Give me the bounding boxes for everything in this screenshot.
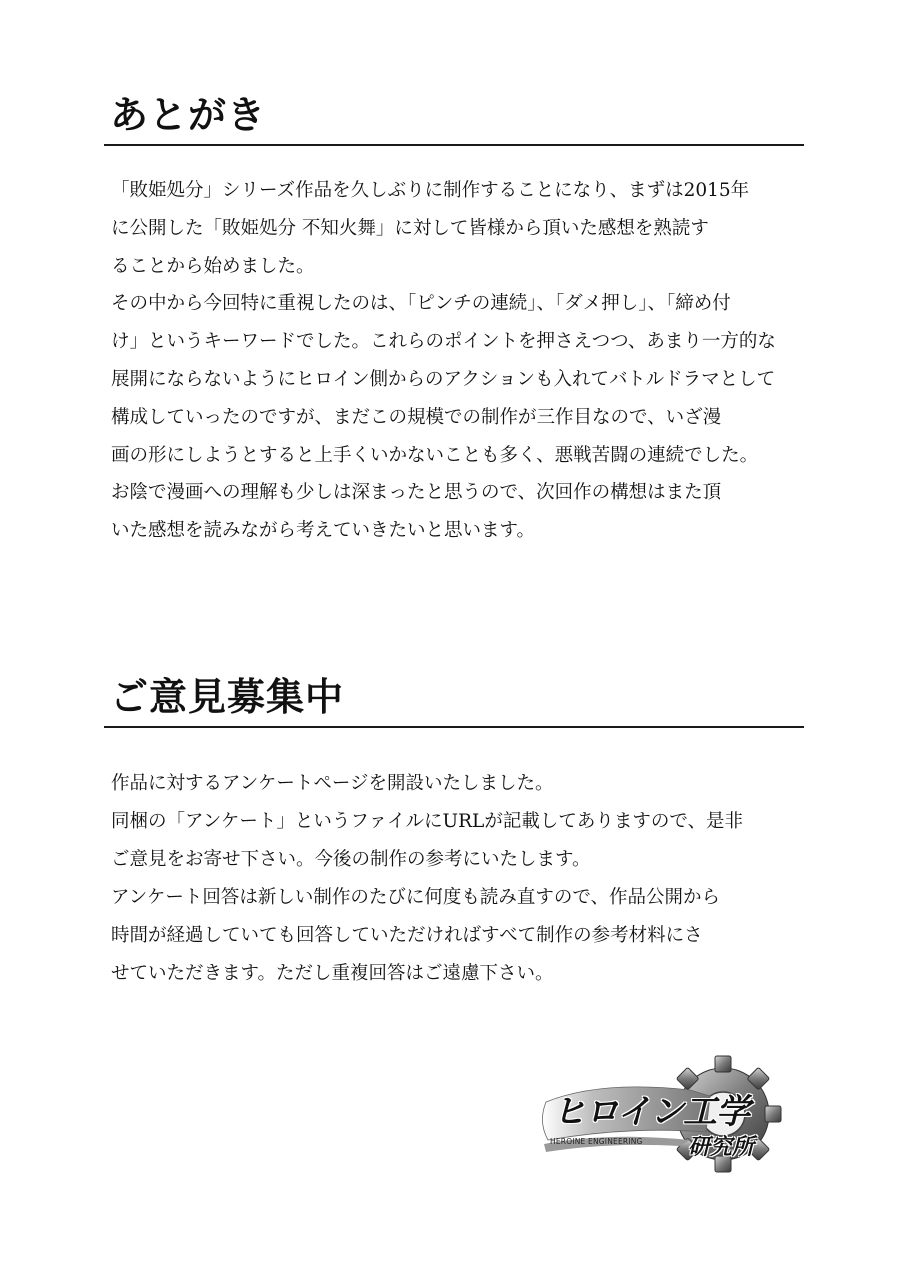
afterword-line: 構成していったのですが、まだこの規模での制作が三作目なので、いざ漫 xyxy=(111,406,722,428)
afterword-body xyxy=(111,172,801,550)
afterword-line: その中から今回特に重視したのは、「ピンチの連続」、「ダメ押し」、「締め付 xyxy=(111,293,731,315)
afterword-heading xyxy=(104,92,804,146)
heroine-engineering-logo xyxy=(540,1062,785,1182)
feedback-body xyxy=(111,765,801,993)
feedback-heading xyxy=(104,674,804,728)
logo-title: ヒロイン工学 xyxy=(552,1092,749,1132)
feedback-line: せていただきます。ただし重複回答はご遠慮下さい。 xyxy=(111,963,554,984)
feedback-line: ご意見をお寄せ下さい。今後の制作の参考にいたします。 xyxy=(111,849,591,870)
afterword-line: に公開した「敗姫処分 不知火舞」に対して皆様から頂いた感想を熟読す xyxy=(111,217,709,239)
feedback-line: アンケート回答は新しい制作のたびに何度も読み直すので、作品公開から xyxy=(111,887,721,908)
afterword-line: け」というキーワードでした。これらのポイントを押さえつつ、あまり一方的な xyxy=(111,331,776,353)
afterword-line: 画の形にしようとすると上手くいかないことも多く、悪戦苦闘の連続でした。 xyxy=(111,444,759,466)
feedback-line: 時間が経過していても回答していただければすべて制作の参考材料にさ xyxy=(111,925,703,946)
afterword-title: あとがき xyxy=(110,92,267,137)
afterword-line: ることから始めました。 xyxy=(111,255,315,277)
logo-kanji: 研究所 xyxy=(688,1135,755,1160)
logo-subtitle: HEROINE ENGINEERING xyxy=(550,1137,643,1146)
feedback-line: 作品に対するアンケートページを開設いたしました。 xyxy=(111,773,554,794)
afterword-line: いた感想を読みながら考えていきたいと思います。 xyxy=(111,520,536,542)
feedback-line: 同梱の「アンケート」というファイルにURLが記載してありますので、是非 xyxy=(111,811,743,832)
feedback-title: ご意見募集中 xyxy=(110,674,345,719)
afterword-line: 「敗姫処分」シリーズ作品を久しぶりに制作することになり、まずは2015年 xyxy=(111,180,750,201)
afterword-line: お陰で漫画への理解も少しは深まったと思うので、次回作の構想はまた頂 xyxy=(111,482,722,504)
afterword-line: 展開にならないようにヒロイン側からのアクションも入れてバトルドラマとして xyxy=(111,368,776,390)
